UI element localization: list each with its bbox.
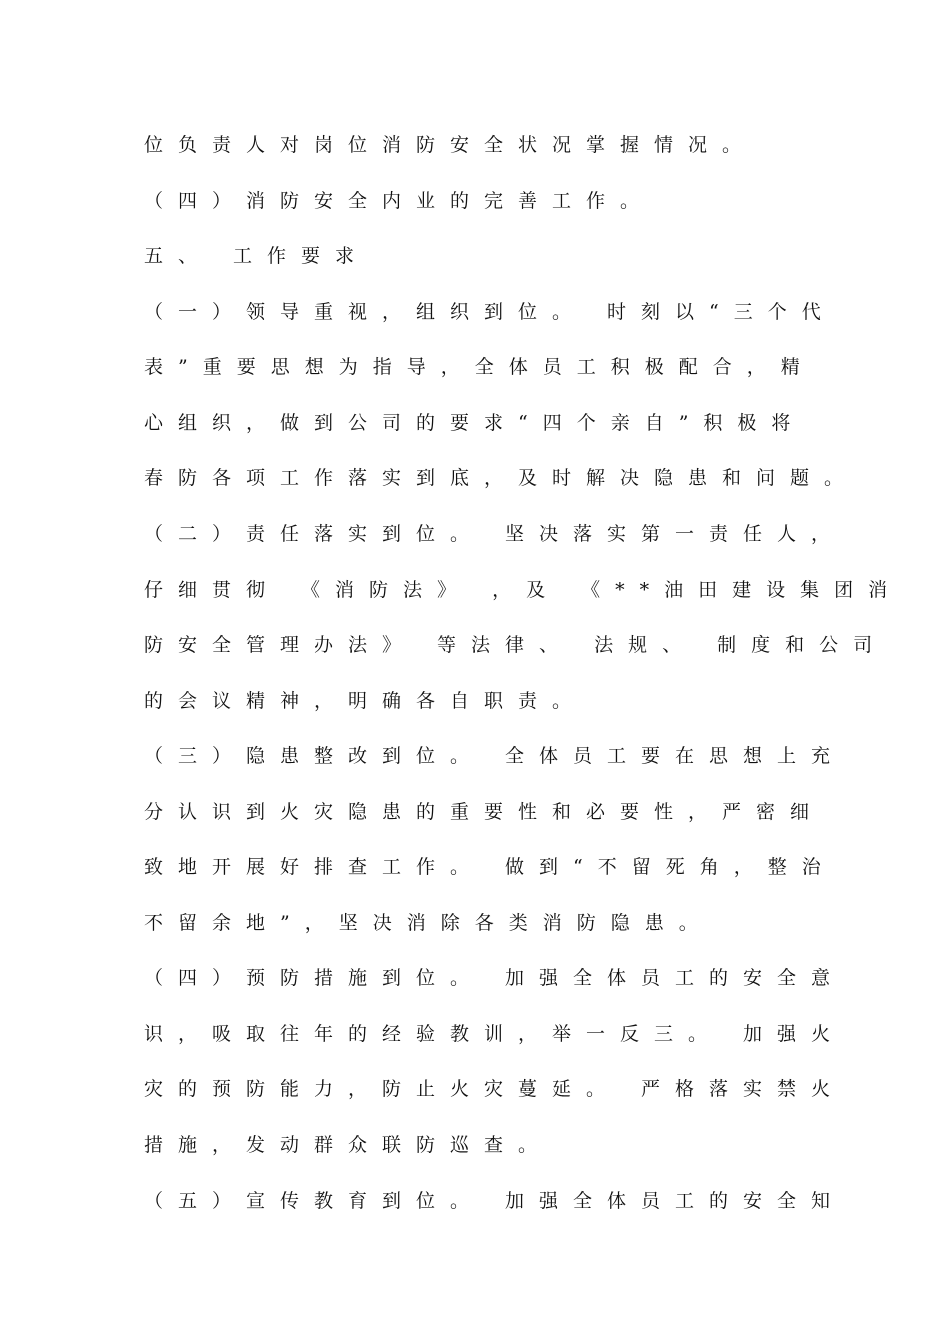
text-line: （一）领导重视，组织到位。 时刻以“三个代 (144, 301, 836, 323)
text-line: （三）隐患整改到位。 全体员工要在思想上充 (144, 745, 846, 767)
text-line: （四）消防安全内业的完善工作。 (144, 190, 655, 212)
text-line: 防安全管理办法》 等法律、 法规、 制度和公司 (144, 634, 888, 656)
text-line: 仔细贯彻 《消防法》 ，及 《**油田建设集团消 (144, 579, 903, 601)
text-line: 措施，发动群众联防巡查。 (144, 1134, 553, 1156)
text-line: 心组织，做到公司的要求“四个亲自”积极将 (144, 412, 806, 434)
text-line: 的会议精神，明确各自职责。 (144, 690, 587, 712)
text-line: （五）宣传教育到位。 加强全体员工的安全知 (144, 1190, 846, 1212)
text-line: 识，吸取往年的经验教训，举一反三。 加强火 (144, 1023, 846, 1045)
text-line: 分认识到火灾隐患的重要性和必要性，严密细 (144, 801, 825, 823)
text-line: 位负责人对岗位消防安全状况掌握情况。 (144, 134, 757, 156)
text-line: 春防各项工作落实到底，及时解决隐患和问题。 (144, 467, 859, 489)
text-line: 灾的预防能力，防止火灾蔓延。 严格落实禁火 (144, 1078, 846, 1100)
text-line: （二）责任落实到位。 坚决落实第一责任人， (144, 523, 846, 545)
section-heading: 五、 工作要求 (144, 245, 370, 267)
text-line: 致地开展好排查工作。 做到“不留死角，整治 (144, 856, 836, 878)
text-line: 表”重要思想为指导，全体员工积极配合，精 (144, 356, 815, 378)
text-line: 不留余地”，坚决消除各类消防隐患。 (144, 912, 713, 934)
text-line: （四）预防措施到位。 加强全体员工的安全意 (144, 967, 846, 989)
